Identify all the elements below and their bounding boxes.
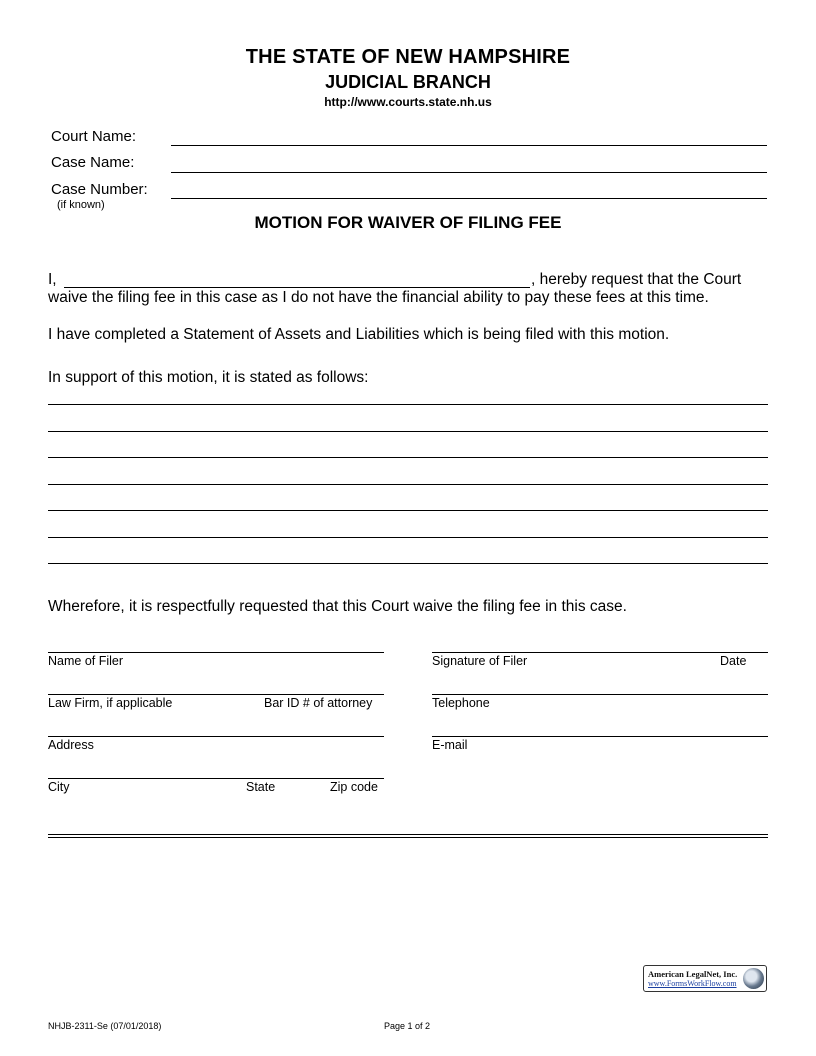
address-label: Address	[48, 738, 94, 752]
form-id: NHJB-2311-Se (07/01/2018)	[48, 1021, 162, 1031]
double-rule-top	[48, 834, 768, 835]
court-url: http://www.courts.state.nh.us	[324, 95, 492, 109]
case-number-label: Case Number:	[51, 181, 148, 198]
email-label: E-mail	[432, 738, 468, 752]
support-line[interactable]	[48, 457, 768, 458]
logo-company: American LegalNet, Inc.	[648, 969, 738, 979]
signature-of-filer-field[interactable]	[432, 652, 768, 653]
address-field[interactable]	[48, 736, 384, 737]
american-legalnet-logo[interactable]	[643, 965, 767, 992]
support-intro: In support of this motion, it is stated as follows:	[48, 369, 369, 386]
support-line[interactable]	[48, 431, 768, 432]
request-suffix: , hereby request that the Court	[531, 271, 742, 288]
wherefore-text: Wherefore, it is respectfully requested that this Court waive the filing fee in this case.	[48, 598, 627, 615]
city-state-zip-field[interactable]	[48, 778, 384, 779]
case-name-field[interactable]	[171, 172, 767, 173]
logo-site-link[interactable]: www.FormsWorkFlow.com	[648, 979, 737, 988]
support-line[interactable]	[48, 563, 768, 564]
bar-id-label: Bar ID # of attorney	[264, 696, 373, 710]
globe-icon	[743, 968, 764, 989]
email-field[interactable]	[432, 736, 768, 737]
zip-label: Zip code	[330, 780, 378, 794]
state-title: THE STATE OF NEW HAMPSHIRE	[245, 46, 571, 68]
case-name-label: Case Name:	[51, 154, 135, 171]
case-number-field[interactable]	[171, 198, 767, 199]
date-label: Date	[720, 654, 747, 668]
assets-statement: I have completed a Statement of Assets and Liabilities which is being filed with this motion.	[48, 326, 670, 343]
law-firm-label: Law Firm, if applicable	[48, 696, 173, 710]
branch-title: JUDICIAL BRANCH	[325, 72, 491, 92]
support-line[interactable]	[48, 404, 768, 405]
double-rule-bottom	[48, 837, 768, 838]
name-of-filer-field[interactable]	[48, 652, 384, 653]
name-of-filer-label: Name of Filer	[48, 654, 124, 668]
filer-name-blank[interactable]	[64, 287, 530, 288]
court-name-label: Court Name:	[51, 128, 137, 145]
motion-title: MOTION FOR WAIVER OF FILING FEE	[254, 213, 562, 232]
support-line[interactable]	[48, 484, 768, 485]
case-number-note: (if known)	[57, 199, 105, 211]
request-line-2: waive the filing fee in this case as I do not have the financial ability to pay these fees at this time.	[48, 289, 709, 306]
telephone-label: Telephone	[432, 696, 490, 710]
telephone-field[interactable]	[432, 694, 768, 695]
city-label: City	[48, 780, 70, 794]
page-number: Page 1 of 2	[384, 1021, 431, 1031]
state-label: State	[246, 780, 276, 794]
support-line[interactable]	[48, 510, 768, 511]
court-name-field[interactable]	[171, 145, 767, 146]
support-line[interactable]	[48, 537, 768, 538]
request-prefix: I,	[48, 271, 57, 288]
signature-of-filer-label: Signature of Filer	[432, 654, 528, 668]
law-firm-field[interactable]	[48, 694, 384, 695]
